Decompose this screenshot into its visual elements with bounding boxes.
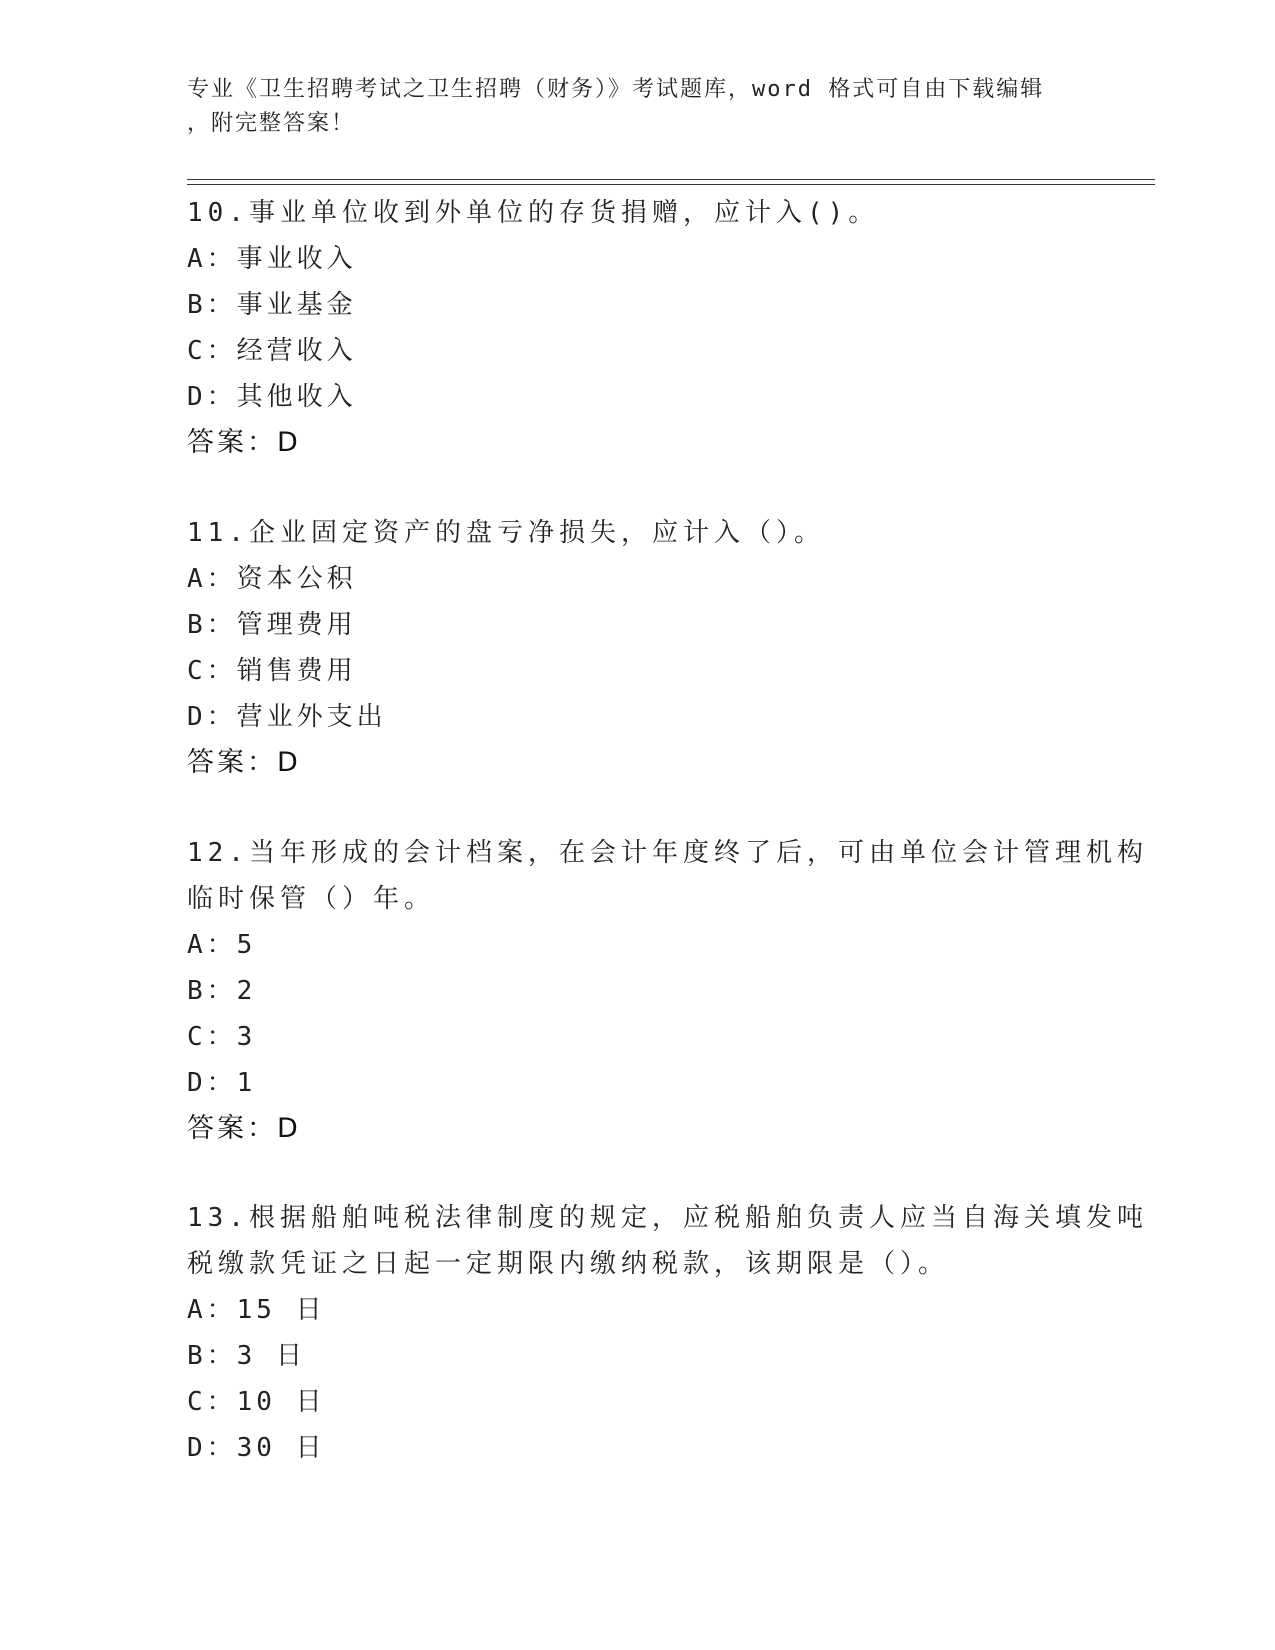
option-c: C：3	[187, 1022, 257, 1052]
question-stem	[187, 510, 1087, 556]
answer: 答案：D	[187, 747, 301, 778]
question-stem-line: 税缴款凭证之日起一定期限内缴纳税款，该期限是（）。	[187, 1249, 950, 1279]
option-d: D：其他收入	[187, 382, 357, 412]
question-stem-line: 13.根据船舶吨税法律制度的规定，应税船舶负责人应当自海关填发吨	[187, 1203, 1148, 1233]
option-b: B：2	[187, 976, 257, 1006]
header-rule-bottom	[187, 184, 1155, 185]
document-header	[187, 73, 1067, 141]
answer: 答案：D	[187, 1113, 301, 1144]
option-b: B：管理费用	[187, 610, 357, 640]
question-stem	[187, 1195, 1148, 1287]
question-13	[187, 1195, 1148, 1471]
question-stem	[187, 190, 1087, 236]
question-10	[187, 190, 1087, 466]
question-stem	[187, 830, 1148, 922]
option-c: C：经营收入	[187, 336, 357, 366]
option-c: C：销售费用	[187, 656, 357, 686]
question-stem-line: 临时保管（）年。	[187, 884, 436, 914]
header-rule-top	[187, 179, 1155, 180]
option-a: A：5	[187, 930, 257, 960]
question-11	[187, 510, 1087, 786]
header-line-2: ，附完整答案！	[187, 111, 356, 136]
header-line-1: 专业《卫生招聘考试之卫生招聘（财务）》考试题库，word 格式可自由下载编辑	[187, 77, 1045, 102]
option-d: D：营业外支出	[187, 702, 387, 732]
answer: 答案：D	[187, 427, 301, 458]
question-stem-line: 10.事业单位收到外单位的存货捐赠，应计入()。	[187, 198, 880, 228]
question-stem-line: 12.当年形成的会计档案，在会计年度终了后，可由单位会计管理机构	[187, 838, 1148, 868]
question-12	[187, 830, 1148, 1152]
option-b: B：3 日	[187, 1341, 306, 1371]
option-b: B：事业基金	[187, 290, 357, 320]
question-stem-line: 11.企业固定资产的盘亏净损失，应计入（）。	[187, 518, 825, 548]
option-c: C：10 日	[187, 1387, 326, 1417]
option-d: D：30 日	[187, 1433, 326, 1463]
option-a: A：资本公积	[187, 564, 357, 594]
option-d: D：1	[187, 1068, 257, 1098]
option-a: A：事业收入	[187, 244, 357, 274]
option-a: A：15 日	[187, 1295, 326, 1325]
